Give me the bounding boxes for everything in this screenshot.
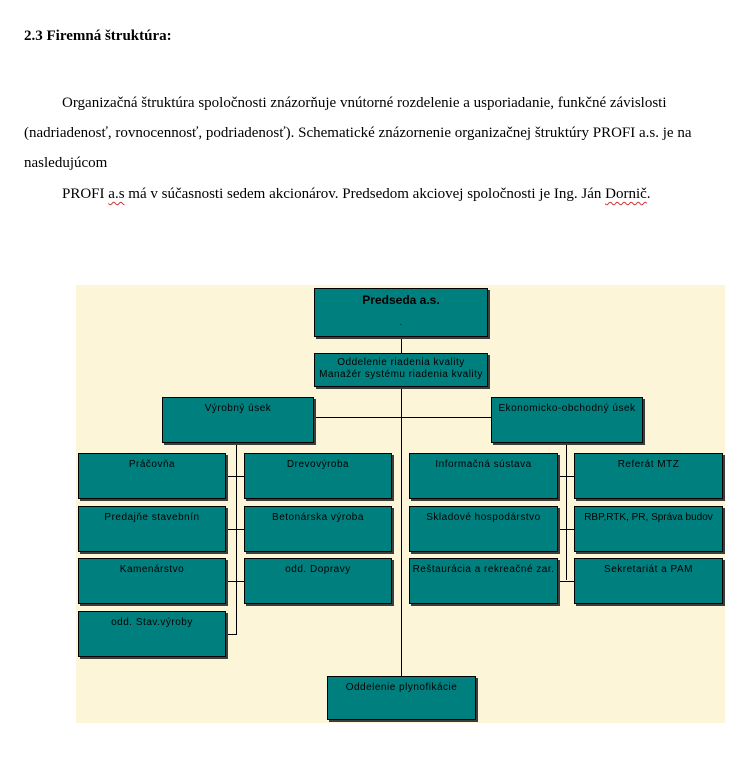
- connector-production-row4: [226, 634, 237, 635]
- production-division-label: Výrobný úsek: [204, 403, 272, 414]
- chairman-surname: Dornič: [605, 186, 647, 202]
- unit-informacna-sustava: [409, 453, 558, 499]
- unit-kamenarstvo: [78, 558, 226, 604]
- unit-sekretariat-pam: [574, 558, 723, 604]
- unit-skladove-hospodarstvo: [409, 506, 558, 552]
- connector-economic-row3: [558, 581, 574, 582]
- quality-department-line1: Oddelenie riadenia kvality: [337, 357, 465, 368]
- unit-referat-mtz: [574, 453, 723, 499]
- unit-label: Práčovňa: [128, 459, 176, 470]
- connector-economic-row1: [558, 476, 574, 477]
- economic-division-box: [491, 397, 643, 443]
- unit-label: Sekretariát a PAM: [604, 564, 693, 575]
- shareholders-text: má v súčasnosti sedem akcionárov. Predsedom akciovej spoločnosti je Ing. Ján: [124, 186, 606, 202]
- quality-department-line2: Manažér systému riadenia kvality: [319, 369, 483, 380]
- sentence-end: .: [646, 186, 651, 202]
- connector-production-row3: [226, 581, 244, 582]
- unit-label: odd. Stav.výroby: [111, 617, 193, 628]
- unit-label: Skladové hospodárstvo: [426, 512, 541, 523]
- company-name: PROFI: [62, 186, 105, 202]
- chairman-dot: .: [399, 317, 403, 327]
- unit-label: Predajňe stavebnín: [104, 512, 200, 523]
- unit-odd-dopravy: [244, 558, 392, 604]
- org-chart: [76, 285, 725, 723]
- connector-production-row2: [226, 529, 244, 530]
- gasification-department-label: Oddelenie plynofikácie: [345, 682, 458, 693]
- unit-odd-stav-vyroby: [78, 611, 226, 657]
- chairman-title: Predseda a.s.: [362, 293, 440, 307]
- unit-label: Kamenárstvo: [119, 564, 185, 575]
- unit-betonarska-vyroba: [244, 506, 392, 552]
- chairman-box: [314, 288, 488, 337]
- unit-label: Drevovýroba: [286, 459, 350, 470]
- unit-label: Betonárska výroba: [272, 512, 364, 523]
- unit-pracovna: [78, 453, 226, 499]
- production-division-box: [162, 397, 314, 443]
- economic-division-label: Ekonomicko-obchodný úsek: [498, 403, 636, 414]
- paragraph-org-structure: [24, 88, 724, 178]
- section-heading: 2.3 Firemná štruktúra:: [24, 28, 172, 44]
- quality-department-box: [314, 353, 488, 387]
- connector-economic-row2: [558, 529, 574, 530]
- unit-label: Referát MTZ: [617, 459, 680, 470]
- company-abbr: a.s: [108, 186, 125, 202]
- paragraph-shareholders: [24, 179, 724, 209]
- unit-drevovyroba: [244, 453, 392, 499]
- unit-label: RBP,RTK, PR, Správa budov: [584, 512, 713, 523]
- connector-divisions: [314, 417, 491, 418]
- gasification-department-box: [327, 676, 476, 720]
- connector-trunk: [401, 337, 402, 676]
- unit-restauracia: [409, 558, 558, 604]
- connector-production-row1: [226, 476, 244, 477]
- connector-production-vertical: [236, 443, 237, 634]
- unit-label: odd. Dopravy: [285, 564, 351, 575]
- unit-rbp-rtk-pr: [574, 506, 723, 552]
- unit-label: Informačná sústava: [435, 459, 532, 470]
- unit-predajne-stavebnin: [78, 506, 226, 552]
- paragraph-org-structure-text: Organizačná štruktúra spoločnosti znázorňuje vnútorné rozdelenie a usporiadanie, funkčné závislosti (nadriadenosť, rovnocennosť, podriadenosť). Schematické znázornenie organizačnej štruktúry PROFI a.s. je na nasledujúcom: [24, 95, 692, 171]
- unit-label: Reštaurácia a rekreačné zar.: [412, 564, 555, 575]
- connector-economic-vertical: [566, 443, 567, 580]
